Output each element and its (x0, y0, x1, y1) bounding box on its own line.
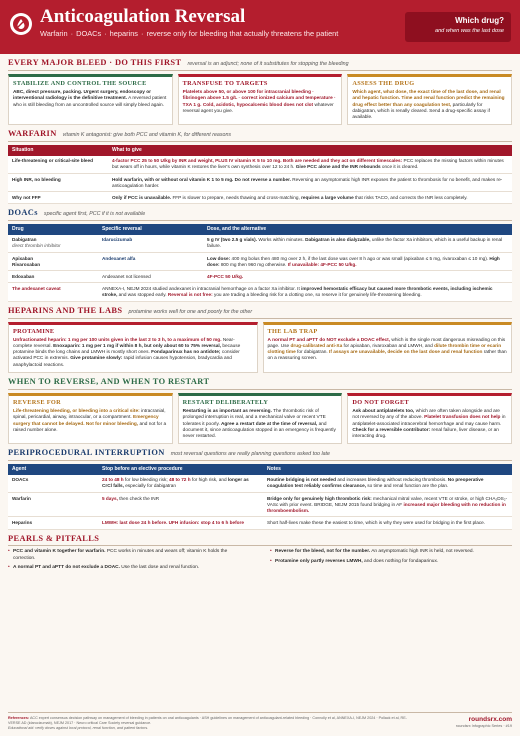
pearl-item: • Protamine only partly reverses LMWH, and does nothing for fondaparinux. (270, 559, 512, 565)
card-assess-drug: ASSESS THE DRUG Which agent, what dose, the exact time of the last dose, and renal and hepatic function. Time and renal function predict the remaining drug effect better than any coagulation test, particularly for dabigatran, which is renally cleared. Send a drug-specific assay if available. (347, 74, 512, 126)
section-heparins: HEPARINS AND THE LABS protamine works well for one and poorly for the other (8, 306, 512, 319)
header-callout (405, 12, 511, 42)
series-label: roundsrx Infographic Series · #19 (455, 724, 512, 729)
pearls-list (8, 549, 512, 574)
doac-table (8, 224, 512, 301)
table-row: Warfarin 5 days, then check the INR Bridge only for genuinely high thrombotic risk: mechanical mitral valve, recent VTE or stroke, or high CHA₂DS₂-VASc with prior event. BRIDGE, NEJM 2015 found bridging in AF increased major bleeding with no reduction in thromboembolism. (8, 493, 512, 517)
section-warfarin: WARFARIN vitamin K antagonist: give both PCC and vitamin K, for different reasons (8, 129, 512, 142)
table-row: Apixaban Rivaroxaban Andexanet alfa Low dose: 400 mg bolus then 480 mg over 2 h, if the last dose was over 8 h ago or was small (apixaban ≤ 5 mg, rivaroxaban ≤ 10 mg). High dose: 800 mg then 960 mg otherwise. If unavailable: 4F-PCC 50 U/kg. (8, 253, 512, 271)
card-transfuse: TRANSFUSE TO TARGETS Platelets above 50, or above 100 for intracranial bleeding · fibrinogen above 1.5 g/L · correct ionized calcium and temperature · TXA 1 g. Cold, acidotic, hypocalcemic blood does not clot whatever reversal agent you give. (178, 74, 343, 126)
card-reverse-for: REVERSE FOR Life-threatening bleeding, or bleeding into a critical site: intracranial, spinal, pericardial, airway, intraocular, or a compartment. Emergency surgery that cannot be delayed. Not for minor bleeding, and not for a raised number alone. (8, 393, 173, 445)
section-subtitle: reversal is an adjunct; none of it substitutes for stopping the bleeding (187, 61, 349, 67)
section-periprocedural: PERIPROCEDURAL INTERRUPTION most reversal questions are really planning questions asked too late (8, 448, 512, 461)
table-header-row: Agent Stop before an elective procedure Notes (8, 464, 512, 475)
table-row: Edoxaban Andexanet not licensed 4F-PCC 50 U/kg. (8, 271, 512, 283)
section-when: WHEN TO REVERSE, AND WHEN TO RESTART (8, 377, 512, 390)
table-row: Dabigatran direct thrombin inhibitor Idarucizumab 5 g IV (two 2.5 g vials). Works within minutes. Dabigatran is also dialyzable, unlike the factor Xa inhibitors, which is a useful backup in renal failure. (8, 235, 512, 253)
warfarin-table (8, 145, 512, 204)
references: References: ACC expert consensus decision pathway on management of bleeding in patients on oral anticoagulants · ASH guidelines on management of anticoagulant-related bleeding · Connolly et al, ANNEXA-I, NEJM 2024 · Pollack et al, RE-VERSE AD (idarucizumab), NEJM 2017 · Neuro critical Care Society reversal guidance. Educational aid: verify doses against local protocol, renal function, and patient factors. (8, 716, 407, 731)
table-row: The andexanet caveat ANNEXA-I, NEJM 2024 studied andexanet in intracranial hemorrhage on a factor Xa inhibitor. It improved hemostatic efficacy but caused more thrombotic events, including ischemic stroke, and was stopped early. Reversal is not free: you are trading a bleeding risk for a clotting one, so reserve it for genuinely life-threatening bleeding. (8, 283, 512, 301)
pearl-item: • A normal PT and aPTT do not exclude a DOAC. Use the last dose and renal function. (8, 565, 250, 571)
table-row: Heparins LMWH: last dose 24 h before. UFH infusion: stop 4 to 6 h before Short half-lives make these the easiest to time, which is why they were used for bridging in the first place. (8, 517, 512, 529)
heparin-cards (8, 322, 512, 374)
card-stabilize: STABILIZE AND CONTROL THE SOURCE ABC, direct pressure, packing. Urgent surgery, endoscopy or interventional radiology is the definitive treatment. A reversed patient who is still bleeding from an uncontrolled source will simply bleed again. (8, 74, 173, 126)
card-protamine: PROTAMINE Unfractionated heparin: 1 mg per 100 units given in the last 2 to 3 h, to a maximum of 50 mg. Near-complete reversal. Enoxaparin: 1 mg per 1 mg if within 8 h, but only about 60 to 75% reversal, because protamine binds the long chains and LMWH is mostly short ones. Fondaparinux has no antidote; consider activated PCC in extremis. Give protamine slowly: rapid infusion causes hypotension, bradycardia and anaphylactoid reactions. (8, 322, 258, 374)
table-row: Life-threatening or critical-site bleed 4-factor PCC 25 to 50 U/kg by INR and weight, PLUS IV vitamin K 5 to 10 mg. Both are needed and they act on different timescales: PCC replaces the missing factors within minutes but wears off in hours, while vitamin K restores the liver's own synthesis over 12 to 24 h. Give PCC alone and the INR rebounds once it is cleared. (8, 156, 512, 174)
page-footer (8, 712, 512, 731)
page-title: Anticoagulation Reversal (40, 6, 246, 27)
table-row: DOACs 24 to 48 h for low bleeding risk; 48 to 72 h for high risk, and longer as CrCl falls, especially for dabigatran Routine bridging is not needed and increases bleeding without reducing thrombosis. No preoperative coagulation test reliably confirms clearance, so time and renal function are the plan. (8, 475, 512, 493)
blood-drop-icon (10, 13, 32, 35)
table-row: High INR, no bleeding Hold warfarin, with or without oral vitamin K 1 to 5 mg. Do not reverse a number. Reversing an asymptomatic high INR exposes the patient to thrombosis for no benefit, and makes re-anticoagulation harder. (8, 174, 512, 192)
table-header-row: Drug Specific reversal Dose, and the alternative (8, 224, 512, 235)
periproc-table (8, 464, 512, 529)
pearl-item: • Reverse for the bleed, not for the number. An asymptomatic high INR is held, not reversed. (270, 549, 512, 555)
major-bleed-cards (8, 74, 512, 126)
section-major-bleed (8, 58, 512, 71)
card-lab-trap: THE LAB TRAP A normal PT and aPTT do NOT exclude a DOAC effect, which is the single most dangerous misreading on this page. Use drug-calibrated anti-Xa for apixaban, rivaroxaban and LMWH, and dilute thrombin time or ecarin clotting time for dabigatran. If assays are unavailable, decide on the last dose and renal function rather than on a reassuring screen. (263, 322, 513, 374)
card-restart: RESTART DELIBERATELY Restarting is as important as reversing. The thrombotic risk of prolonged interruption is real, and a mechanical valve or recent VTE tolerates it poorly. Agree a restart date at the time of reversal, and document it, since anticoagulation stopped in an emergency is frequently never restarted. (178, 393, 343, 445)
page-subtitle: Warfarin · DOACs · heparins · reverse only for bleeding that actually threatens the patient (40, 28, 339, 38)
callout-answer: and when was the last dose (434, 28, 504, 35)
card-do-not-forget: DO NOT FORGET Ask about antiplatelets too, which are often taken alongside and are not reversed by any of the above. Platelet transfusion does not help in antiplatelet-associated intracerebral hemorrhage and may cause harm. Check for a reversible contributor: renal failure, liver disease, or an interacting drug. (347, 393, 512, 445)
brand (456, 716, 512, 731)
when-cards (8, 393, 512, 445)
table-header-row: Situation What to give (8, 145, 512, 156)
section-doacs: DOACs specific agent first, PCC if it is not available (8, 208, 512, 221)
table-row: Why not FFP Only if PCC is unavailable. FFP is slower to prepare, needs thawing and cross-matching, requires a large volume that risks TACO, and corrects the INR less completely. (8, 192, 512, 204)
page-header (0, 0, 520, 54)
site-link[interactable]: roundsrx.com (468, 716, 512, 724)
section-pearls: PEARLS & PITFALLS (8, 534, 512, 547)
pearl-item: • PCC and vitamin K together for warfarin. PCC works in minutes and wears off; vitamin K holds the correction. (8, 549, 250, 561)
section-title: EVERY MAJOR BLEED · DO THIS FIRST (8, 58, 182, 67)
callout-question: Which drug? (455, 16, 504, 25)
